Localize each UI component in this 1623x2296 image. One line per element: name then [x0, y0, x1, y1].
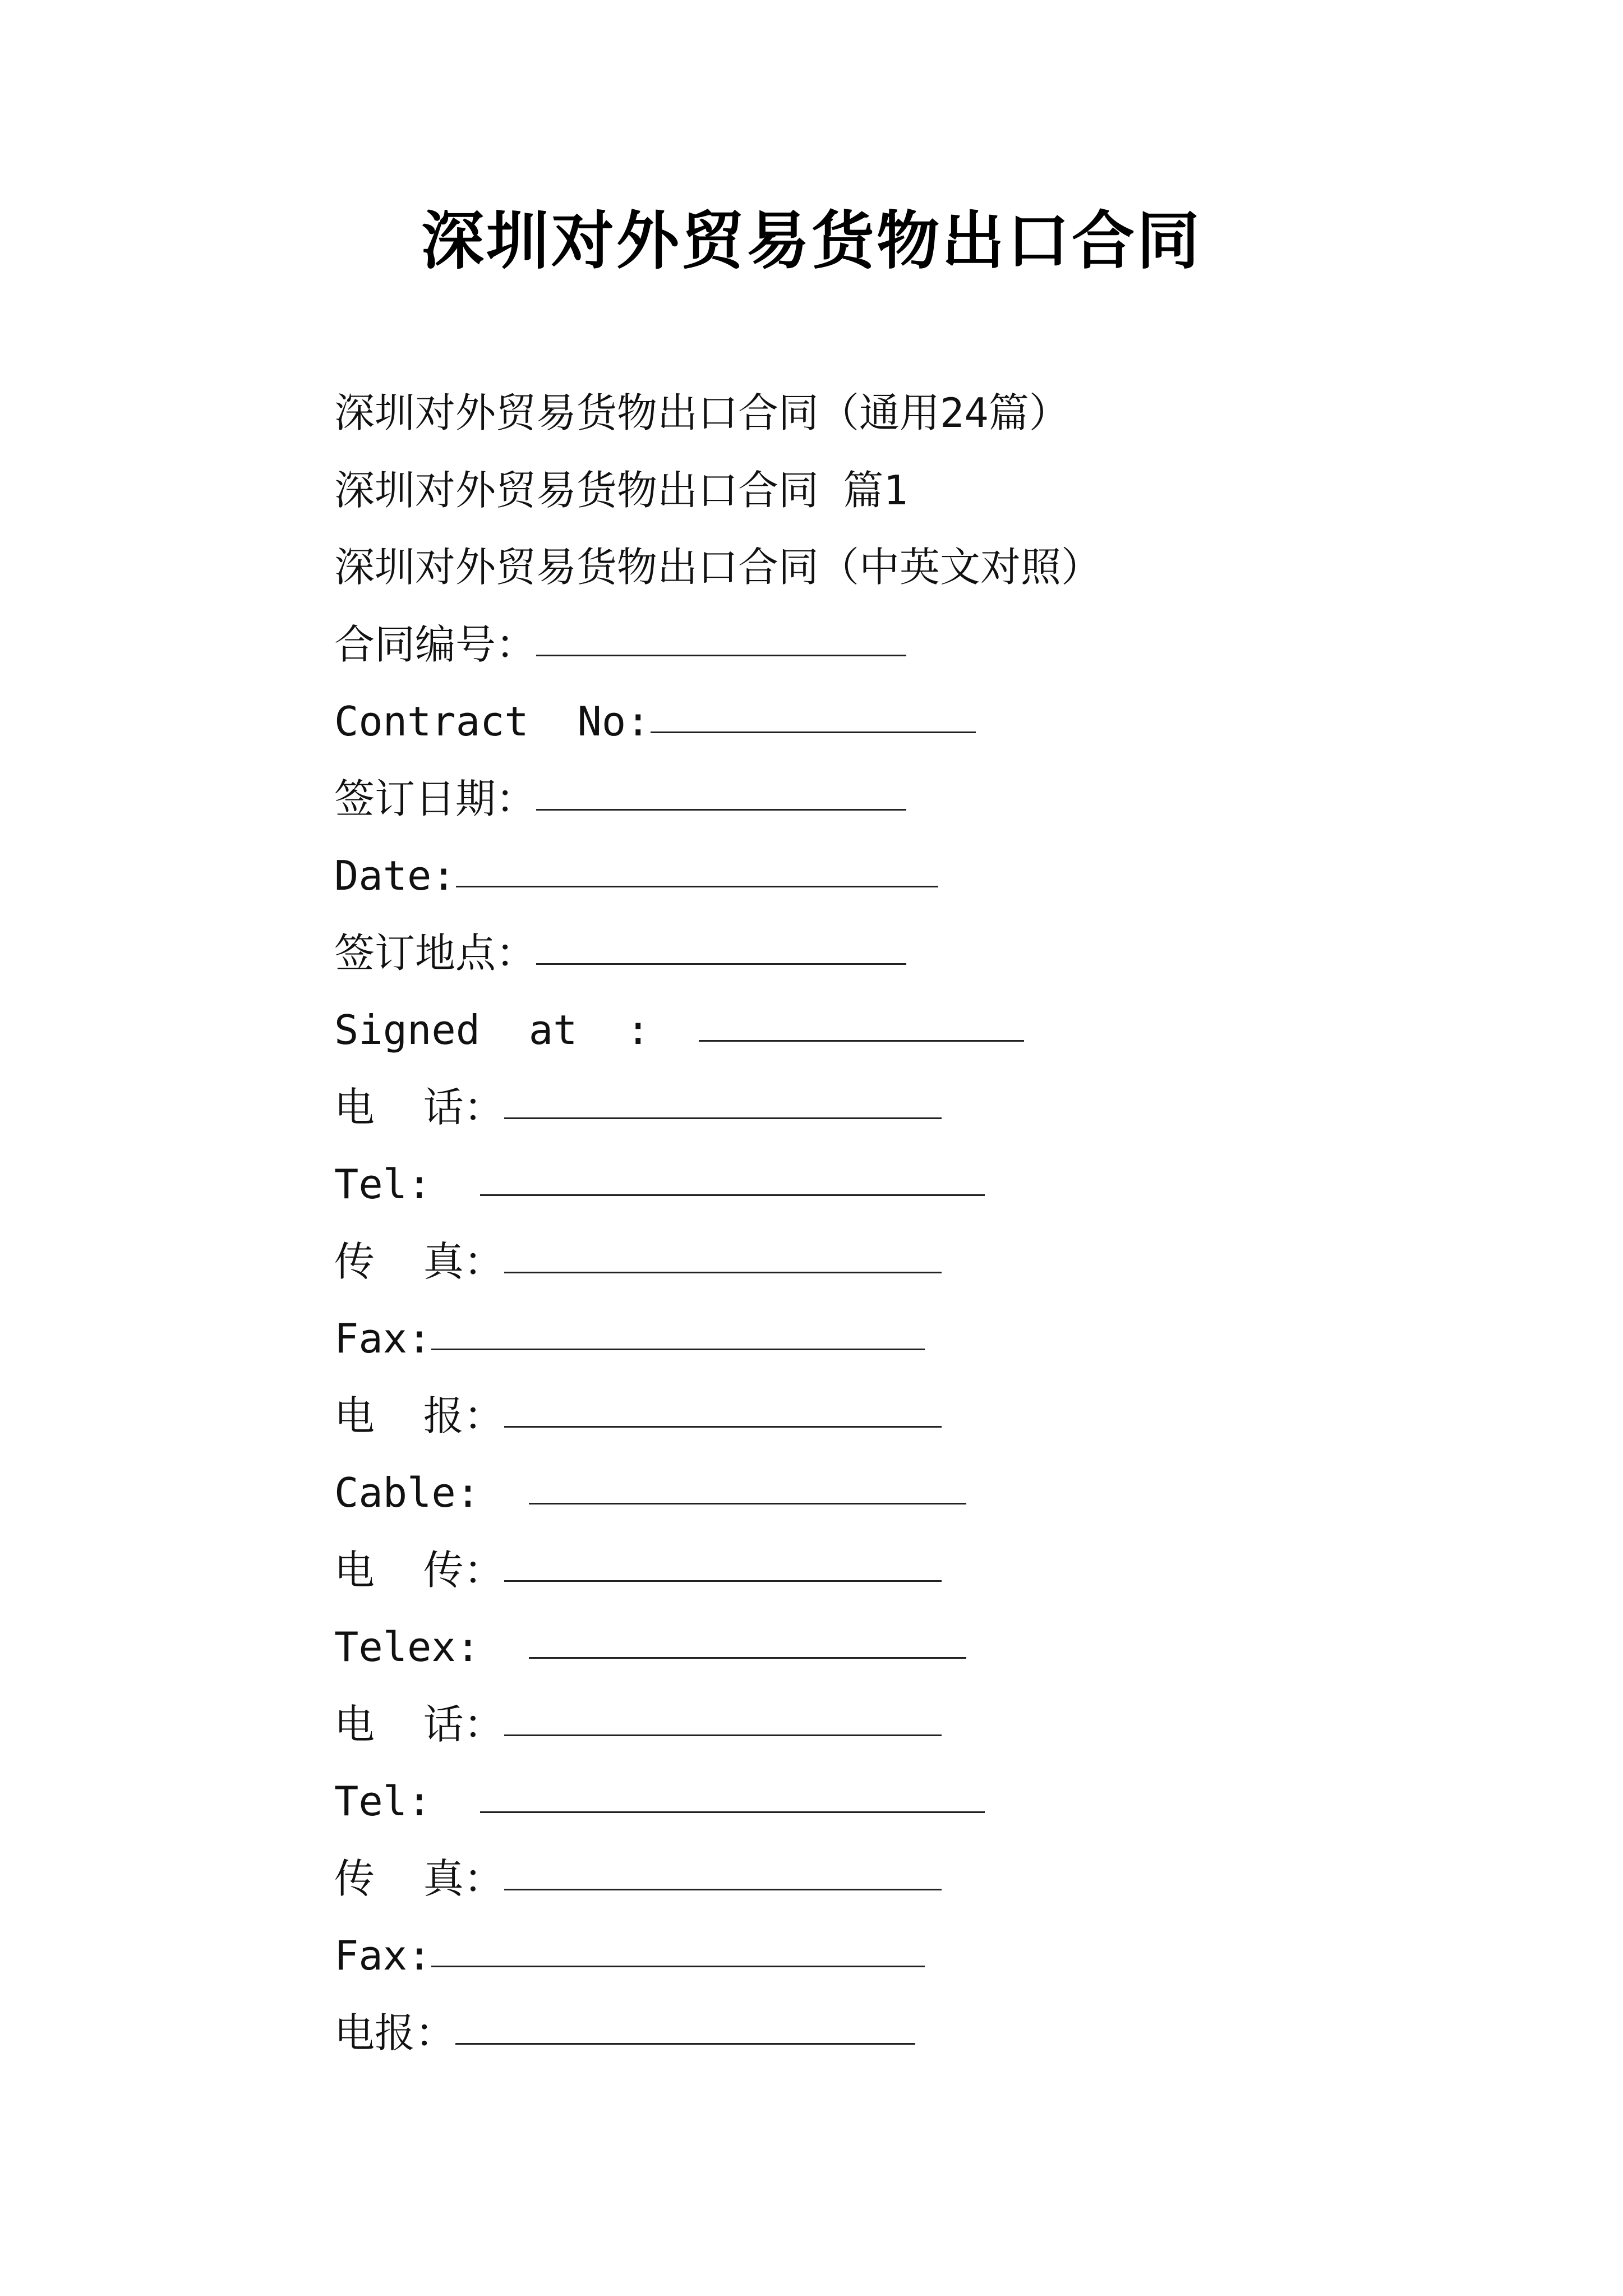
- fax-cn-blank: [504, 1227, 942, 1273]
- line-text: 深圳对外贸易货物出口合同（中英文对照）: [334, 544, 1102, 591]
- field-label: 签订地点：: [334, 929, 537, 977]
- field-label: Cable:: [334, 1469, 529, 1516]
- telex-field: [334, 1609, 1512, 1686]
- fax-cn-blank-2: [504, 1844, 942, 1890]
- telex-blank: [529, 1612, 966, 1659]
- fax-cn-field: [334, 1223, 1512, 1301]
- signed-at-field: [334, 992, 1512, 1069]
- contract-number-blank: [536, 610, 906, 656]
- telephone-field-2: [334, 1686, 1512, 1764]
- field-label: Tel:: [334, 1778, 481, 1825]
- contract-no-field: [334, 683, 1512, 761]
- telephone-blank: [504, 1073, 942, 1119]
- field-label: 电 传：: [334, 1546, 504, 1594]
- field-label: Tel:: [334, 1161, 481, 1208]
- signing-date-field: [334, 761, 1512, 838]
- signed-at-blank: [699, 995, 1024, 1042]
- tel-field-2: [334, 1763, 1512, 1841]
- cable-cn-blank-2: [455, 1998, 915, 2045]
- section-subheading: [334, 529, 1512, 606]
- field-label: Telex:: [334, 1623, 529, 1671]
- field-label: Signed at :: [334, 1006, 699, 1053]
- field-label: 电 报：: [334, 1392, 504, 1439]
- date-field: [334, 838, 1512, 915]
- cable-cn-field-2: [334, 1995, 1512, 2072]
- field-label: 传 真：: [334, 1855, 504, 1902]
- field-label: Fax:: [334, 1315, 432, 1362]
- cable-blank: [529, 1458, 966, 1504]
- fax-blank: [431, 1304, 925, 1350]
- tel-blank-2: [480, 1766, 985, 1813]
- field-label: 电报：: [334, 2009, 456, 2056]
- tel-blank: [480, 1149, 985, 1196]
- field-label: 传 真：: [334, 1237, 504, 1285]
- field-label: 电 话：: [334, 1083, 504, 1131]
- field-label: Date:: [334, 852, 456, 899]
- fax-field-2: [334, 1917, 1512, 1995]
- section-heading: [334, 452, 1512, 530]
- cable-cn-field: [334, 1378, 1512, 1455]
- document-body: [334, 375, 1512, 2072]
- fax-field: [334, 1300, 1512, 1378]
- date-blank: [456, 841, 938, 887]
- subtitle-line: [334, 375, 1512, 452]
- signing-place-blank: [536, 918, 906, 965]
- contract-number-field: [334, 606, 1512, 684]
- signing-date-blank: [536, 764, 906, 811]
- field-label: 合同编号：: [334, 620, 537, 668]
- telephone-field: [334, 1069, 1512, 1147]
- fax-blank-2: [431, 1921, 925, 1967]
- cable-field: [334, 1455, 1512, 1532]
- document-title: 深圳对外贸易货物出口合同: [421, 204, 1202, 278]
- field-label: Contract No:: [334, 698, 651, 745]
- field-label: 电 话：: [334, 1700, 504, 1748]
- field-label: 签订日期：: [334, 775, 537, 822]
- line-text: 深圳对外贸易货物出口合同 篇1: [334, 466, 908, 514]
- fax-cn-field-2: [334, 1841, 1512, 1918]
- contract-no-blank: [651, 687, 976, 733]
- tel-field: [334, 1146, 1512, 1223]
- cable-cn-blank: [504, 1381, 942, 1428]
- telex-cn-field: [334, 1532, 1512, 1609]
- field-label: Fax:: [334, 1932, 432, 1979]
- line-text: 深圳对外贸易货物出口合同（通用24篇）: [334, 389, 1069, 436]
- telephone-blank-2: [504, 1690, 942, 1736]
- telex-cn-blank: [504, 1535, 942, 1582]
- signing-place-field: [334, 915, 1512, 992]
